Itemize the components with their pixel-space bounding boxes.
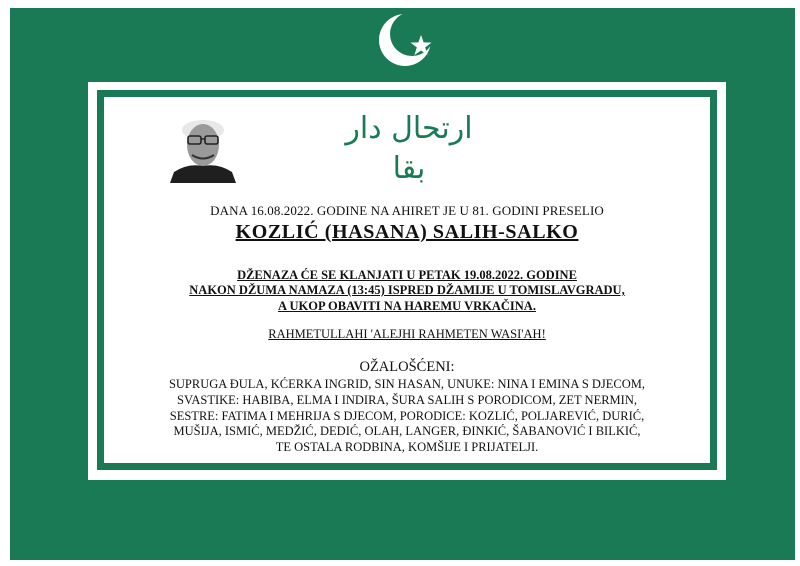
crescent-star-icon [376, 9, 438, 69]
arabic-calligraphy: ارتحال دار بقا [345, 111, 473, 186]
mourners-line: SVASTIKE: HABIBA, ELMA I INDIRA, ŠURA SALIH S PORODICOM, ZET NERMIN, [177, 393, 637, 407]
death-announcement: DANA 16.08.2022. GODINE NA AHIRET JE U 81. GODINI PRESELIO [210, 203, 604, 218]
prayer-line: RAHMETULLAHI 'ALEJHI RAHMETEN WASI'AH! [268, 327, 546, 341]
deceased-photo [170, 100, 236, 183]
mourners-line: SESTRE: FATIMA I MEHRIJA S DJECOM, PORODICE: KOZLIĆ, POLJAREVIĆ, DURIĆ, [169, 409, 645, 423]
mourners-line: TE OSTALA RODBINA, KOMŠIJE I PRIJATELJI. [275, 440, 539, 454]
funeral-info-line: DŽENAZA ĆE SE KLANJATI U PETAK 19.08.2022. GODINE [237, 268, 577, 282]
funeral-info-line: NAKON DŽUMA NAMAZA (13:45) ISPRED DŽAMIJE U TOMISLAVGRADU, [189, 283, 625, 297]
mourners-line: MUŠIJA, ISMIĆ, MEDŽIĆ, DEDIĆ, OLAH, LANGER, ĐINKIĆ, ŠABANOVIĆ I BILKIĆ, [173, 424, 641, 438]
notice-content [104, 97, 710, 463]
mourners-title: OŽALOŠĆENI: [359, 359, 455, 375]
deceased-name: KOZLIĆ (HASANA) SALIH-SALKO [235, 221, 579, 243]
funeral-info-line: A UKOP OBAVITI NA HAREMU VRKAČINA. [278, 299, 536, 313]
mourners-line: SUPRUGA ĐULA, KĆERKA INGRID, SIN HASAN, UNUKE: NINA I EMINA S DJECOM, [168, 377, 646, 391]
